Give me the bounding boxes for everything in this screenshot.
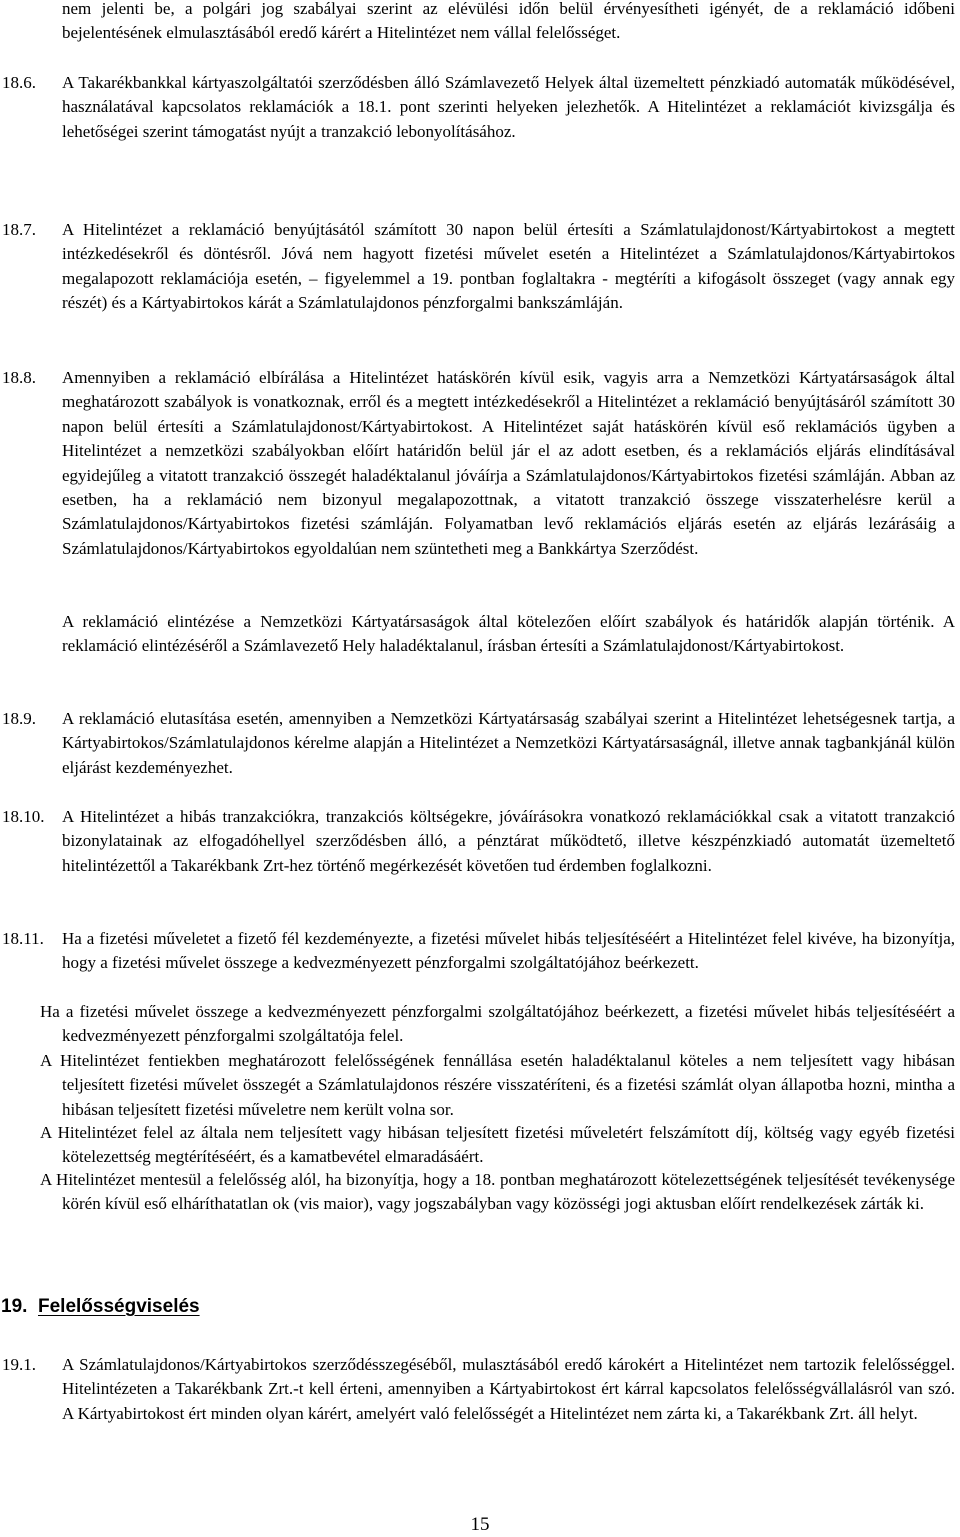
section-18-11-paragraph-4 [40, 1121, 955, 1170]
paragraph-text: A Hitelintézet felel az általa nem teljesített vagy hibásan teljesített fizetési műveletért felszámított díj, költség vagy egyéb fizetési kötelezettség megtérítéséért, és a kamatbevétel elmaradásáért. [40, 1123, 955, 1167]
paragraph-text: A Számlatulajdonos/Kártyabirtokos szerződésszegéséből, mulasztásából eredő károkért a Hitelintézet nem tartozik felelősséggel. Hitelintézeten a Takarékbank Zrt.-t kell érteni, amennyiben a Kártyabirtokost ért kárral kapcsolatos felelősségvállalásról van szó. A Kártyabirtokost ért minden olyan kárért, amelyért való felelősségét a Hitelintézet nem zárta ki, a Takarékbank Zrt. áll helyt. [62, 1355, 955, 1423]
section-number: 18.8. [2, 368, 36, 387]
paragraph-text: A Hitelintézet a hibás tranzakciókra, tranzakciós költségekre, jóváírásokra vonatkozó reklamációkkal csak a vitatott tranzakció bizonylatainak az elfogadóhellyel szerződésben álló, a pénztárat működtető, illetve készpénzkiadó automatát üzemeltető hitelintézettől a Takarékbank Zrt-hez történő megérkezését követően tud érdemben foglalkozni. [62, 807, 955, 875]
section-18-6 [2, 71, 955, 144]
section-number: 18.6. [2, 73, 36, 92]
section-19-heading [1, 1295, 200, 1319]
page-number: 15 [470, 1514, 490, 1535]
section-number: 19. [1, 1296, 28, 1317]
section-18-8 [2, 366, 955, 561]
paragraph-text: Amennyiben a reklamáció elbírálása a Hitelintézet hatáskörén kívül esik, vagyis arra a Nemzetközi Kártyatársaságok által meghatározott szabályok is vonatkoznak, erről és a megtett intézkedésekről a Hitelintézet a reklamáció benyújtásáról számított 30 napon belül értesíti a Számlatulajdonost/Kártyabirtokost. A Hitelintézet saját hatáskörén kívül eső reklamációs ügyben a Hitelintézet a nemzetközi szabályokban előírt határidőn belül jár el az adott esetben, és a reklamációs eljárás elindításával egyidejűleg a vitatott tranzakció összegét haladéktalanul jóváírja a Számlatulajdonos/Kártyabirtokos fizetési számláján. Abban az esetben, ha a reklamáció nem bizonyul megalapozottnak, a vitatott tranzakció összege visszaterhelésre kerül a Számlatulajdonos/Kártyabirtokos fizetési számláján. Folyamatban levő reklamációs eljárás esetén az eljárás lezárásáig a Számlatulajdonos/Kártyabirtokos egyoldalúan nem szüntetheti meg a Bankkártya Szerződést. [62, 368, 955, 558]
section-18-11-paragraph-2 [40, 1000, 955, 1049]
paragraph-text: A Takarékbankkal kártyaszolgáltatói szerződésben álló Számlavezető Helyek által üzemeltett pénzkiadó automaták működésével, használatával kapcsolatos reklamációk a 18.1. pont szerinti helyeken jelezhetők. A Hitelintézet a reklamációt kivizsgálja és lehetőségei szerint támogatást nyújt a tranzakció lebonyolításához. [62, 73, 955, 141]
section-number: 18.9. [2, 709, 36, 728]
paragraph-text: nem jelenti be, a polgári jog szabályai szerint az elévülési időn belül érvényesítheti igényét, de a reklamáció időbeni bejelentésének elmulasztásából eredő kárért a Hitelintézet nem vállal felelősséget. [62, 0, 955, 43]
paragraph-text: A Hitelintézet mentesül a felelősség alól, ha bizonyítja, hogy a 18. pontban meghatározott kötelezettségének teljesítését tevékenysége körén kívül eső elháríthatatlan ok (vis maior), vagy jogszabályban vagy közösségi jogi aktusban előírt rendelkezések zárták ki. [40, 1170, 955, 1214]
paragraph-intro [62, 0, 955, 46]
section-title: Felelősségviselés [38, 1296, 200, 1317]
paragraph-text: Ha a fizetési művelet összege a kedvezményezett pénzforgalmi szolgáltatójához beérkezett, a fizetési művelet hibás teljesítéséért a kedvezményezett pénzforgalmi szolgáltatója felel. [40, 1002, 955, 1046]
section-number: 18.10. [2, 807, 45, 826]
paragraph-text: Ha a fizetési műveletet a fizető fél kezdeményezte, a fizetési művelet hibás teljesítéséért a Hitelintézet felel kivéve, ha bizonyítja, hogy a fizetési művelet összege a kedvezményezett pénzforgalmi szolgáltatójához beérkezett. [62, 929, 955, 973]
section-18-11-paragraph-5 [40, 1168, 955, 1217]
paragraph-text: A Hitelintézet fentiekben meghatározott felelősségének fennállása esetén haladéktalanul köteles a nem teljesített vagy hibásan teljesített fizetési művelet összegét a Számlatulajdonos részére visszatéríteni, és a fizetési számlát olyan állapotba hozni, mintha a hibásan teljesített fizetési műveletre nem került volna sor. [40, 1051, 955, 1119]
section-number: 18.11. [2, 929, 44, 948]
section-18-8-continuation [62, 610, 955, 659]
paragraph-text: A reklamáció elintézése a Nemzetközi Kártyatársaságok által kötelezően előírt szabályok és határidők alapján történik. A reklamáció elintézéséről a Számlavezető Hely haladéktalanul, írásban értesíti a Számlatulajdonost/Kártyabirtokost. [62, 612, 955, 656]
section-18-11 [2, 927, 955, 976]
paragraph-text: A Hitelintézet a reklamáció benyújtásától számított 30 napon belül értesíti a Számlatulajdonost/Kártyabirtokost a megtett intézkedésekről és döntésről. Jóvá nem hagyott fizetési művelet esetén a Hitelintézet a Számlatulajdonos/Kártyabirtokos megalapozott reklamációja esetén, – figyelemmel a 19. pontban foglaltakra - megtéríti a kifogásolt összeget (vagy annak egy részét) és a Kártyabirtokos kárát a Számlatulajdonos pénzforgalmi bankszámláján. [62, 220, 955, 313]
section-18-9 [2, 707, 955, 780]
section-number: 18.7. [2, 220, 36, 239]
paragraph-text: A reklamáció elutasítása esetén, amennyiben a Nemzetközi Kártyatársaság szabályai szerint a Hitelintézet lehetségesnek tartja, a Kártyabirtokos/Számlatulajdonos kérelme alapján a Hitelintézet a Nemzetközi Kártyatársaságnál, illetve annak tagbankjánál külön eljárást kezdeményezhet. [62, 709, 955, 777]
section-19-1 [2, 1353, 955, 1426]
section-18-7 [2, 218, 955, 316]
section-number: 19.1. [2, 1355, 36, 1374]
section-18-11-paragraph-3 [40, 1049, 955, 1122]
section-18-10 [2, 805, 955, 878]
